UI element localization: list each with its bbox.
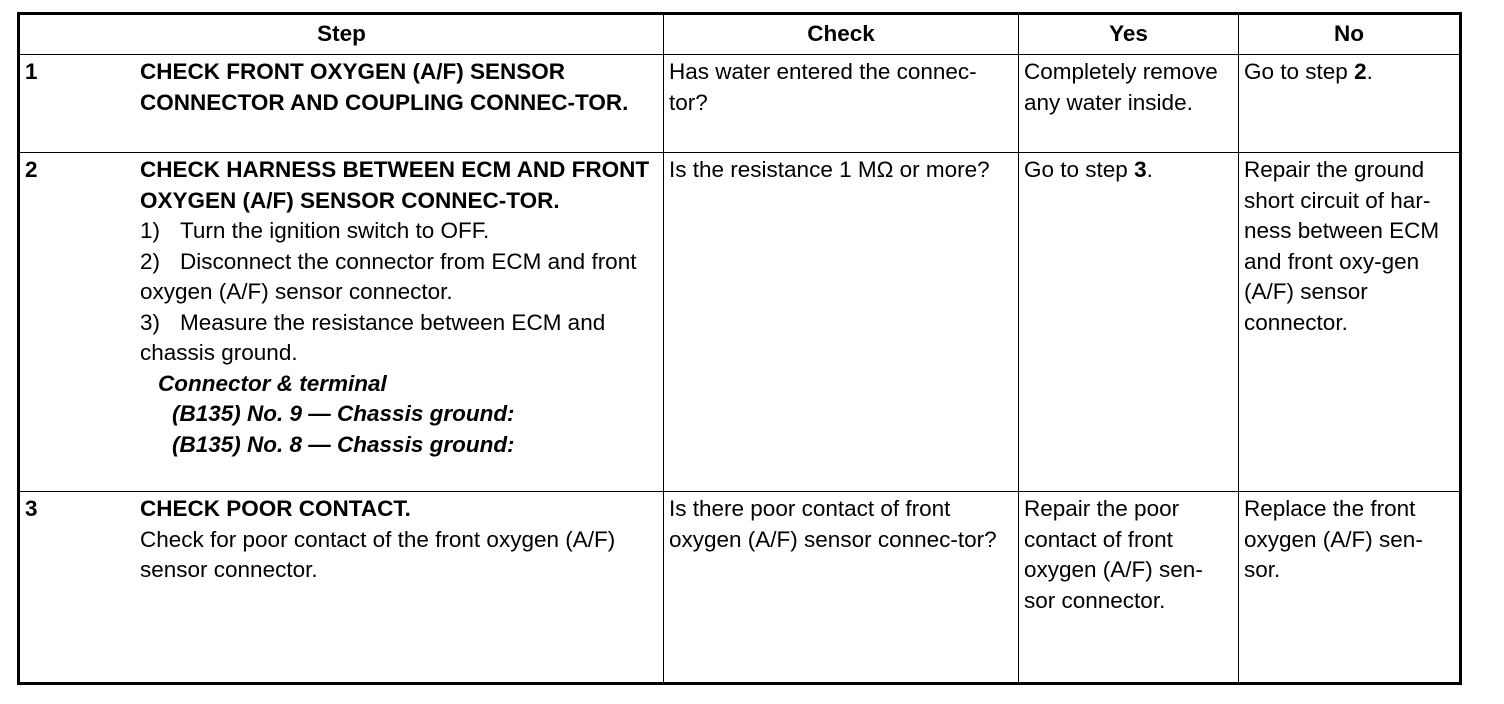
step-title: CHECK FRONT OXYGEN (A/F) SENSOR CONNECTOR AND COUPLING CONNEC-TOR.	[140, 59, 629, 115]
instruction-text: Turn the ignition switch to OFF.	[180, 218, 490, 243]
no-cell	[1239, 55, 1461, 153]
step-description: Check for poor contact of the front oxygen (A/F) sensor connector.	[140, 526, 616, 582]
connector-terminal: (B135) No. 9 — Chassis ground:	[172, 401, 515, 426]
yes-text: Go to step	[1024, 157, 1135, 182]
table-row	[19, 153, 1461, 492]
no-text: Go to step	[1244, 59, 1355, 84]
step-number: 2	[25, 157, 38, 182]
header-yes: Yes	[1019, 14, 1239, 55]
diagnostic-table	[17, 12, 1462, 685]
yes-cell: Repair the poor contact of front oxygen (A/F) sen-sor connector.	[1019, 492, 1239, 684]
instruction-number: 3)	[140, 309, 161, 335]
step-cell	[19, 55, 664, 153]
connector-heading: Connector & terminal	[158, 370, 387, 396]
connector-terminal: (B135) No. 8 — Chassis ground:	[172, 431, 515, 457]
step-reference: 3	[1134, 157, 1147, 182]
table-row	[19, 492, 1461, 684]
step-reference: 2	[1354, 59, 1367, 84]
table-row	[19, 55, 1461, 153]
check-cell: Is there poor contact of front oxygen (A/F) sensor connec-tor?	[664, 492, 1019, 684]
header-step: Step	[19, 14, 664, 55]
instruction	[140, 247, 657, 308]
punctuation: .	[1366, 59, 1373, 84]
step-title: CHECK HARNESS BETWEEN ECM AND FRONT OXYGEN (A/F) SENSOR CONNEC-TOR.	[140, 157, 650, 213]
instruction-number: 1)	[140, 218, 161, 243]
no-cell: Repair the ground short circuit of har-ness between ECM and front oxy-gen (A/F) sensor connector.	[1239, 153, 1461, 492]
step-cell	[19, 153, 664, 492]
step-title: CHECK POOR CONTACT.	[140, 496, 411, 521]
step-number: 1	[25, 59, 38, 84]
header-no: No	[1239, 14, 1461, 55]
punctuation: .	[1146, 157, 1153, 182]
yes-cell: Completely remove any water inside.	[1019, 55, 1239, 153]
instruction-number: 2)	[140, 248, 161, 274]
instruction	[140, 216, 657, 247]
check-cell: Is the resistance 1 MΩ or more?	[664, 153, 1019, 492]
step-cell	[19, 492, 664, 684]
instruction	[140, 308, 657, 369]
step-number: 3	[25, 496, 38, 521]
header-check: Check	[664, 14, 1019, 55]
header-row	[19, 14, 1461, 55]
no-cell: Replace the front oxygen (A/F) sen-sor.	[1239, 492, 1461, 684]
instruction-text: Measure the resistance between ECM and chassis ground.	[140, 309, 606, 365]
check-cell: Has water entered the connec-tor?	[664, 55, 1019, 153]
yes-cell	[1019, 153, 1239, 492]
instruction-text: Disconnect the connector from ECM and front oxygen (A/F) sensor connector.	[140, 248, 637, 304]
